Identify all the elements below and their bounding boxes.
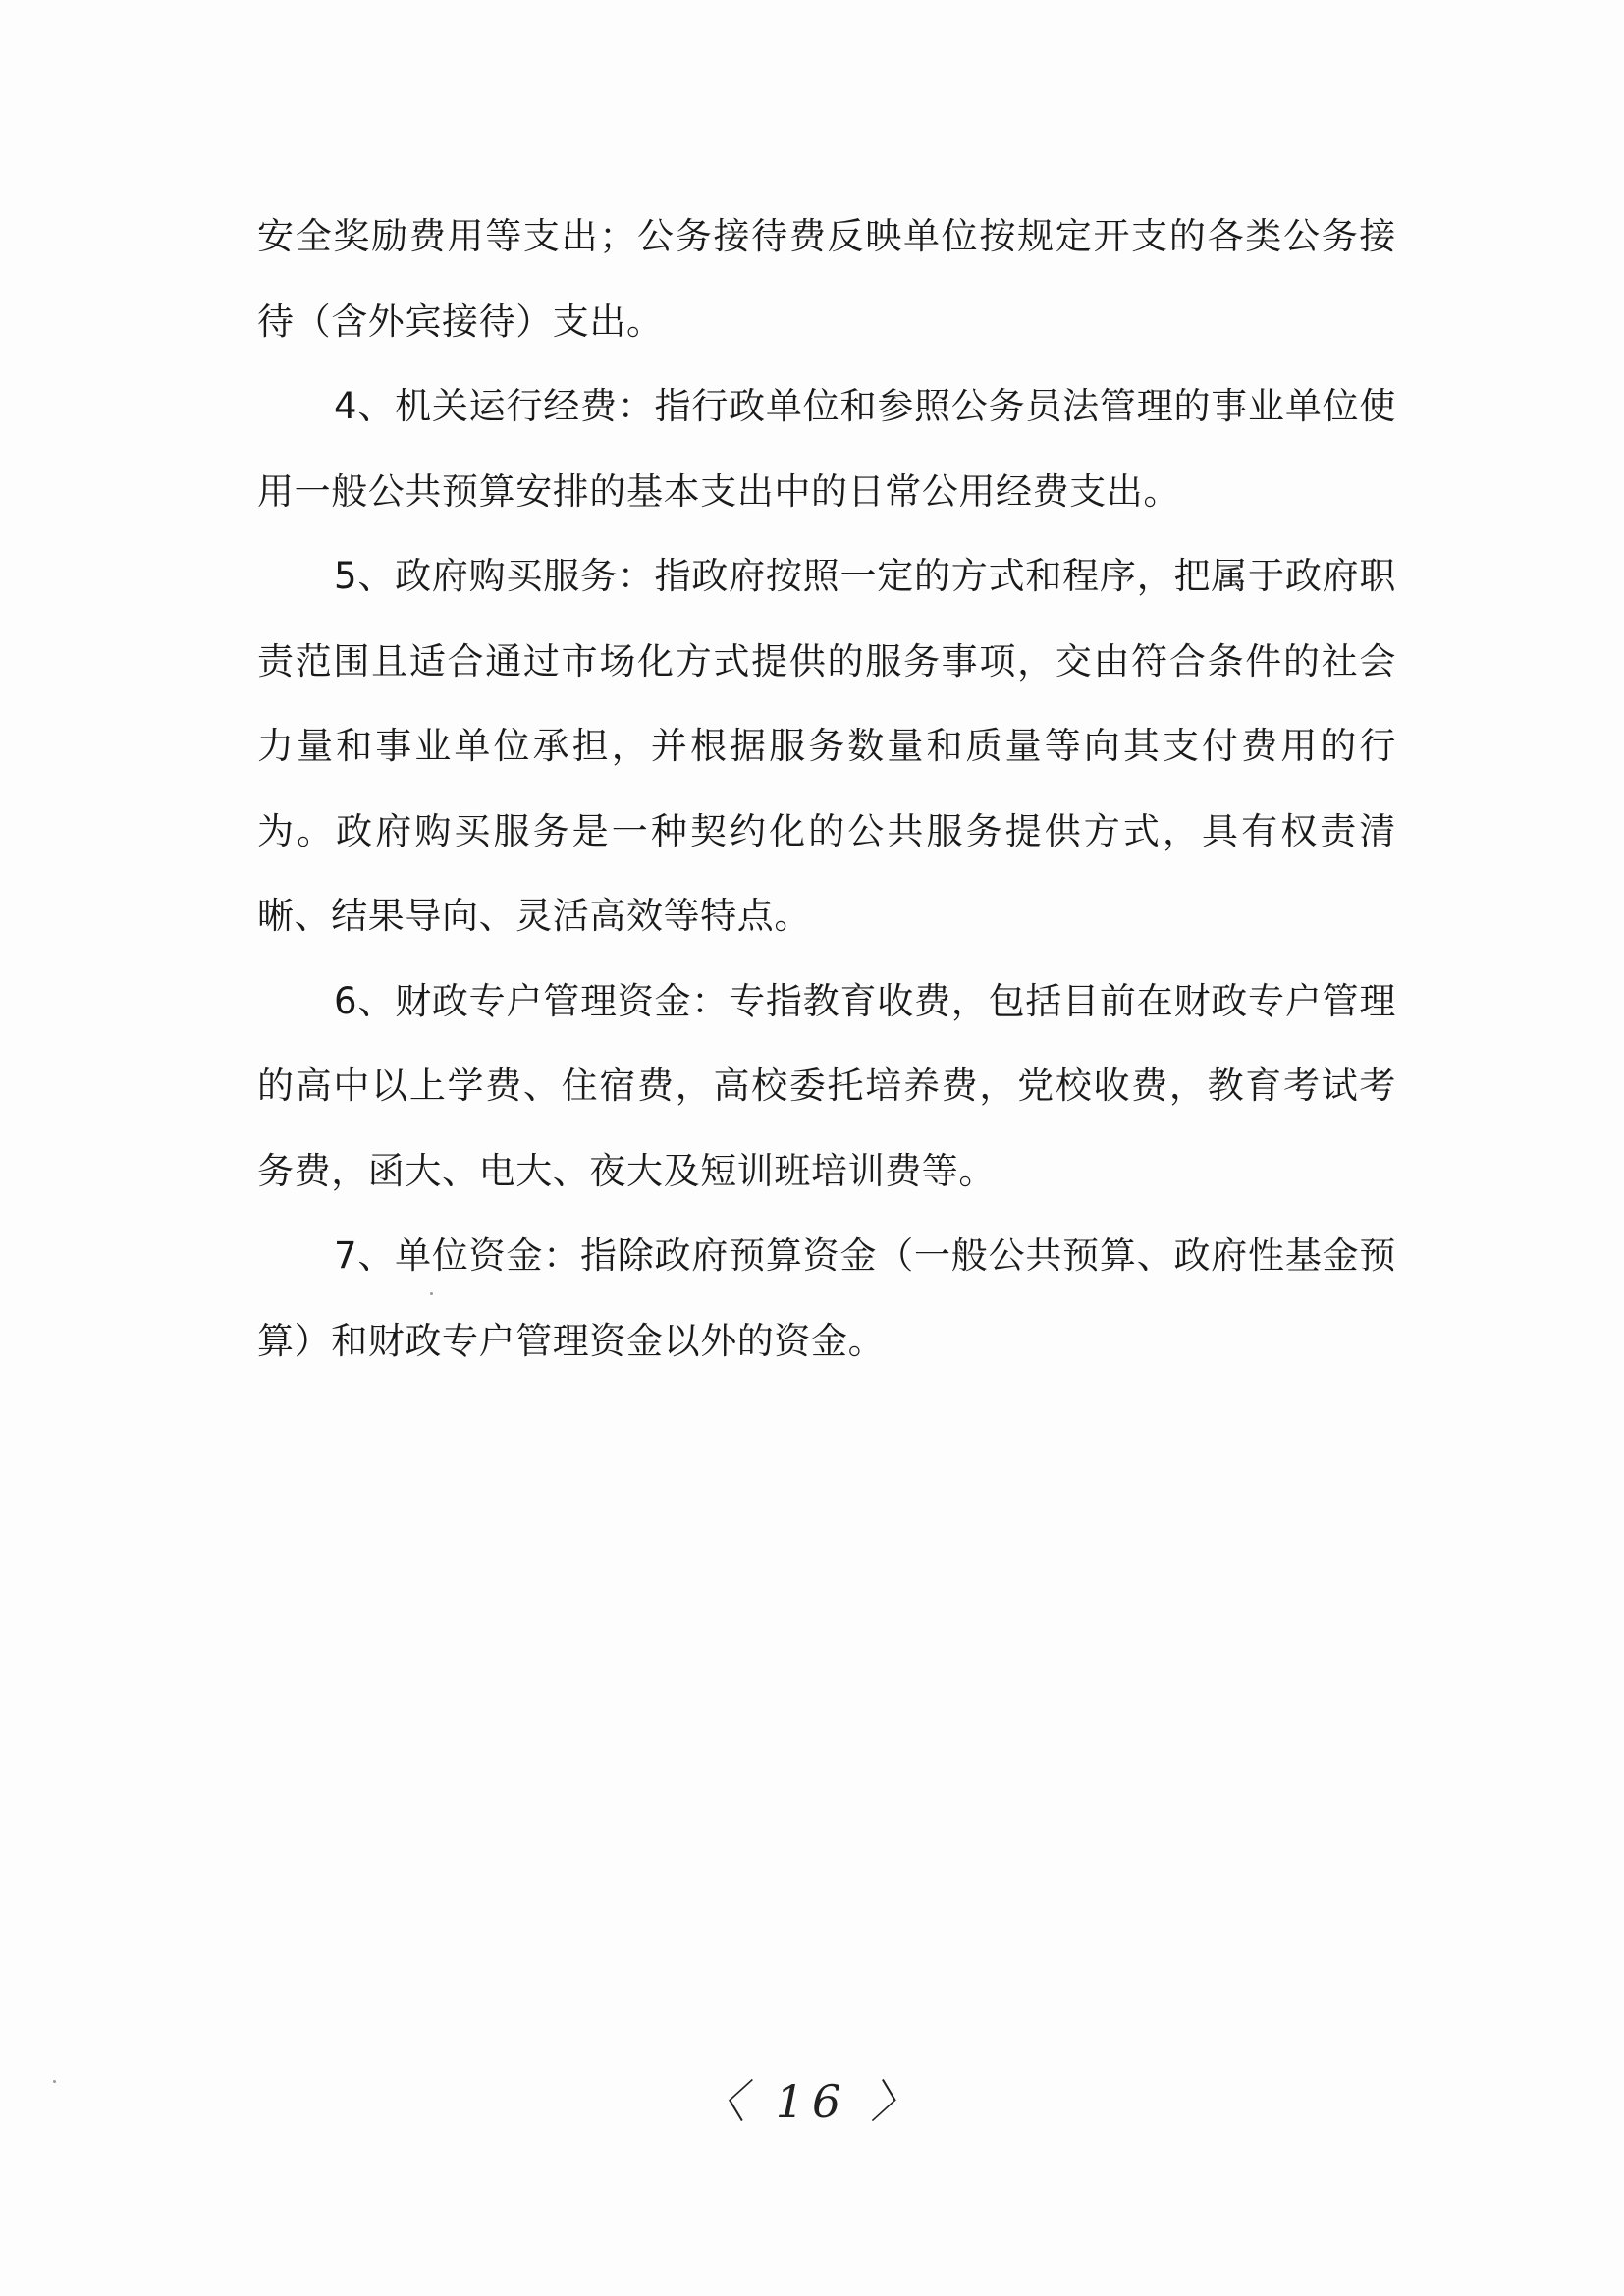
scan-speck — [430, 1292, 433, 1295]
document-body — [257, 194, 1396, 1384]
paragraph-item-4-operating-expenses: 4、机关运行经费：指行政单位和参照公务员法管理的事业单位使用一般公共预算安排的基本支出中的日常公用经费支出。 — [257, 385, 1396, 513]
paragraph-item-7-unit-funds: 7、单位资金：指除政府预算资金（一般公共预算、政府性基金预算）和财政专户管理资金以外的资金。 — [257, 1234, 1396, 1362]
scan-speck — [53, 2080, 56, 2083]
paragraph-item-6-special-account-funds: 6、财政专户管理资金：专指教育收费，包括目前在财政专户管理的高中以上学费、住宿费，高校委托培养费，党校收费，教育考试考务费，函大、电大、夜大及短训班培训费等。 — [257, 979, 1396, 1192]
page-number: 〈 16 〉 — [700, 2075, 924, 2128]
paragraph-item-5-government-procurement: 5、政府购买服务：指政府按照一定的方式和程序，把属于政府职责范围且适合通过市场化方式提供的服务事项，交由符合条件的社会力量和事业单位承担，并根据服务数量和质量等向其支付费用的行为。政府购买服务是一种契约化的公共服务提供方式，具有权责清晰、结果导向、灵活高效等特点。 — [257, 555, 1396, 937]
paragraph-continuation: 安全奖励费用等支出；公务接待费反映单位按规定开支的各类公务接待（含外宾接待）支出。 — [257, 215, 1396, 343]
